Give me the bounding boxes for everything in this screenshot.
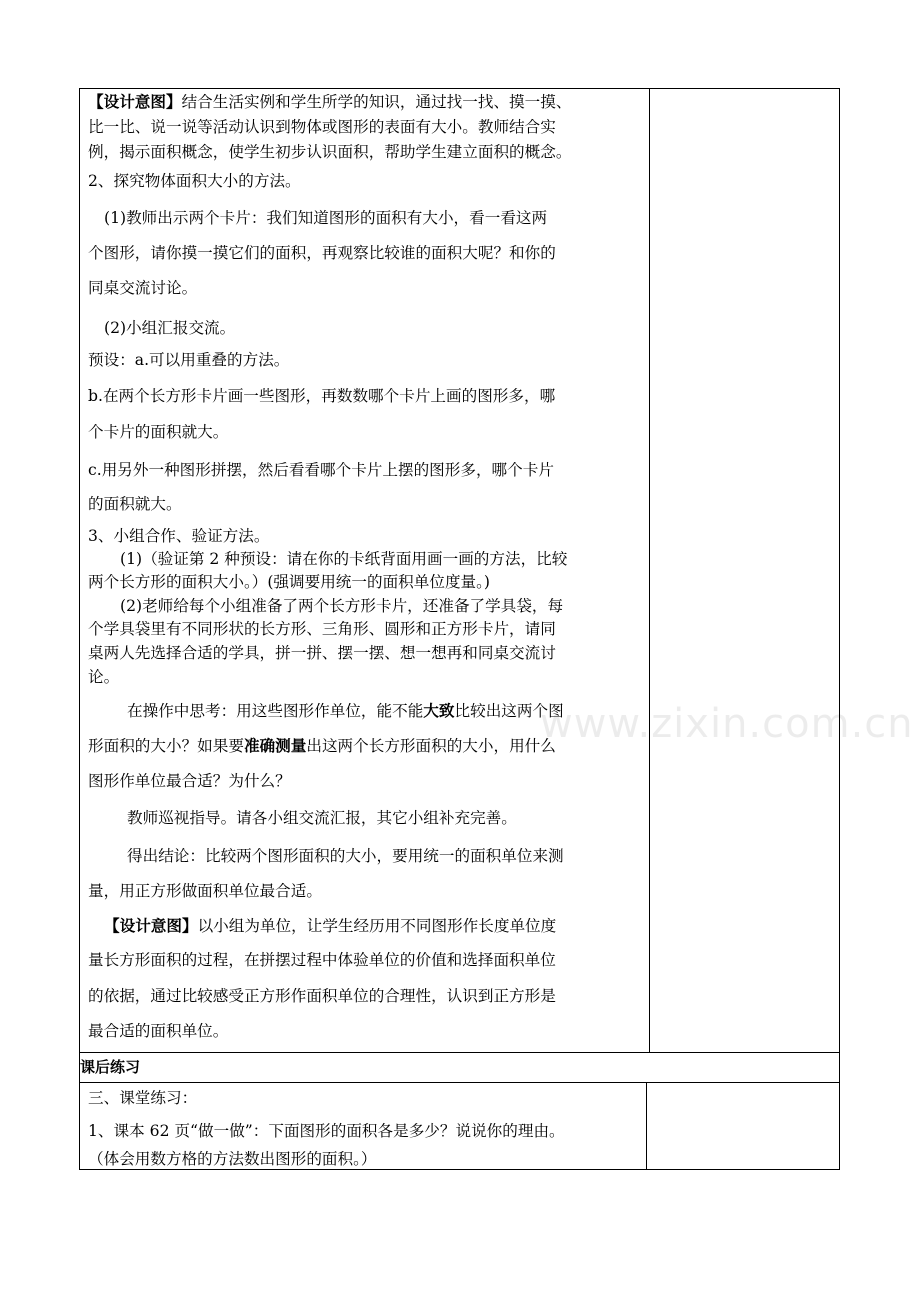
text-line: 的面积就大。 — [88, 495, 182, 513]
text-line: (1)（验证第 2 种预设：请在你的卡纸背面用画一画的方法，比较 — [120, 550, 568, 568]
text-line: 例，揭示面积概念，使学生初步认识面积，帮助学生建立面积的概念。 — [88, 143, 572, 161]
text-line: 比一比、说一说等活动认识到物体或图形的表面有大小。教师结合实 — [88, 118, 556, 136]
design-intent-line: 【设计意图】结合生活实例和学生所学的知识，通过找一找、摸一摸、 — [88, 93, 572, 111]
text-line: 形面积的大小？如果要准确测量出这两个长方形面积的大小，用什么 — [88, 737, 556, 755]
text-line: 个学具袋里有不同形状的长方形、三角形、圆形和正方形卡片，请同 — [88, 620, 556, 638]
process-row — [80, 89, 914, 1052]
design-intent-line: 【设计意图】以小组为单位，让学生经历用不同图形作长度单位度 — [104, 917, 557, 935]
text-line: 论。 — [88, 668, 120, 686]
text-line: 最合适的面积单位。 — [88, 1022, 229, 1040]
text-line: 预设：a.可以用重叠的方法。 — [88, 351, 290, 369]
exercise-row — [80, 1082, 839, 1169]
text-line: 量，用正方形做面积单位最合适。 — [88, 882, 322, 900]
text-line: 在操作中思考：用这些图形作单位，能不能大致比较出这两个图 — [127, 702, 564, 720]
section-title: 2、探究物体面积大小的方法。 — [88, 172, 301, 190]
exercise-title: 三、课堂练习： — [88, 1089, 198, 1107]
text-line: 得出结论：比较两个图形面积的大小，要用统一的面积单位来测 — [127, 847, 564, 865]
process-cell — [80, 89, 914, 1052]
notes-column-cell — [650, 89, 839, 1052]
watermark: www.zixin.com.cn — [540, 701, 914, 747]
text-line: 量长方形面积的过程，在拼摆过程中体验单位的价值和选择面积单位 — [88, 951, 556, 969]
exercise-note: （体会用数方格的方法数出图形的面积。） — [88, 1150, 377, 1168]
after-class-header: 课后练习 — [80, 1058, 141, 1076]
text-line: 同桌交流讨论。 — [88, 279, 198, 297]
lesson-plan-table — [79, 88, 914, 1170]
text-line: 两个长方形的面积大小。）(强调要用统一的面积单位度量。) — [88, 573, 491, 591]
text-line: (2)老师给每个小组准备了两个长方形卡片，还准备了学具袋，每 — [120, 597, 564, 615]
text-line: 的依据，通过比较感受正方形作面积单位的合理性，认识到正方形是 — [88, 987, 556, 1005]
text-line: b.在两个长方形卡片画一些图形，再数数哪个卡片上画的图形多，哪 — [88, 387, 556, 405]
text-line: 桌两人先选择合适的学具，拼一拼、摆一摆、想一想再和同桌交流讨 — [88, 644, 556, 662]
text-line: 图形作单位最合适？为什么？ — [88, 772, 291, 790]
text-line: 个图形，请你摸一摸它们的面积，再观察比较谁的面积大呢？和你的 — [88, 244, 556, 262]
text-line: 个卡片的面积就大。 — [88, 423, 229, 441]
text-line: c.用另外一种图形拼摆，然后看看哪个卡片上摆的图形多，哪个卡片 — [88, 461, 554, 479]
text-line: 教师巡视指导。请各小组交流汇报，其它小组补充完善。 — [127, 809, 517, 827]
section-header-row — [80, 1052, 839, 1082]
text-line: (1)教师出示两个卡片：我们知道图形的面积有大小，看一看这两 — [104, 209, 548, 227]
section-title: 3、小组合作、验证方法。 — [88, 527, 270, 545]
exercise-cell — [80, 1083, 647, 1169]
exercise-item: 1、课本 62 页“做一做”：下面图形的面积各是多少？说说你的理由。 — [88, 1122, 565, 1140]
text-line: (2)小组汇报交流。 — [104, 319, 236, 337]
exercise-notes-cell — [647, 1083, 839, 1169]
